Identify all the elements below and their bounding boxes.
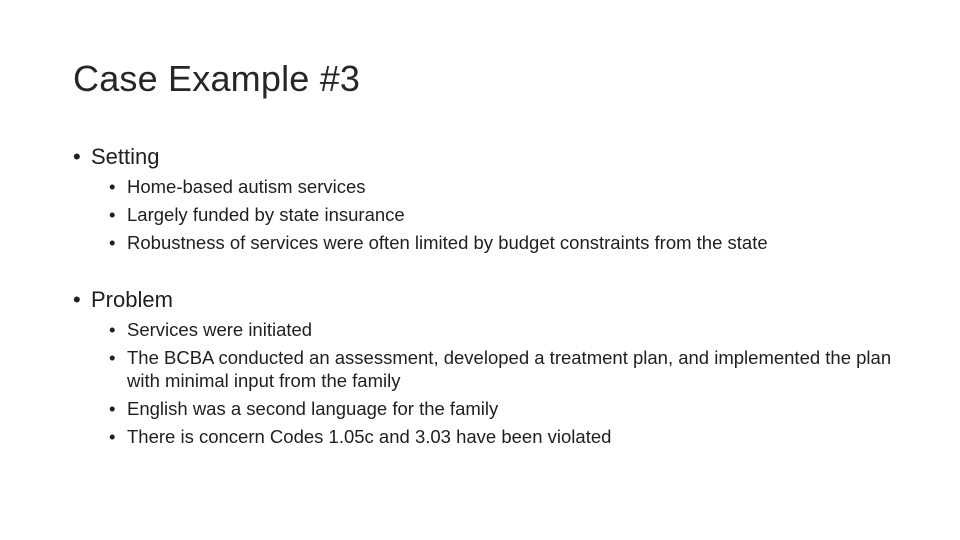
- list-item-text: Home-based autism services: [127, 176, 366, 197]
- slide-title: Case Example #3: [73, 58, 361, 99]
- section-heading-text: Setting: [91, 144, 160, 169]
- list-item-text: Services were initiated: [127, 319, 313, 340]
- bullet-icon: •: [109, 204, 116, 225]
- bullet-icon: •: [109, 319, 116, 340]
- bullet-icon: •: [109, 426, 116, 447]
- list-item: [109, 425, 893, 448]
- bullet-icon: •: [109, 176, 116, 197]
- section-spacer: [73, 259, 893, 285]
- section-problem-heading: [73, 285, 893, 315]
- list-item: [109, 397, 893, 420]
- bullet-icon: •: [73, 287, 81, 312]
- list-item: [109, 346, 893, 392]
- bullet-icon: •: [73, 144, 81, 169]
- list-item: [109, 175, 893, 198]
- list-item-text: Robustness of services were often limited by budget constraints from the state: [127, 232, 768, 253]
- list-item: [109, 203, 893, 226]
- list-item-text: English was a second language for the family: [127, 398, 499, 419]
- bullet-icon: •: [109, 347, 116, 368]
- list-item-text: The BCBA conducted an assessment, developed a treatment plan, and implemented the plan with minimal input from the family: [127, 347, 892, 391]
- bullet-icon: •: [109, 398, 116, 419]
- list-item-text: Largely funded by state insurance: [127, 204, 405, 225]
- setting-list: [109, 175, 893, 254]
- list-item: [109, 231, 893, 254]
- bullet-icon: •: [109, 232, 116, 253]
- slide-content: [73, 142, 893, 453]
- list-item-text: There is concern Codes 1.05c and 3.03 have been violated: [127, 426, 612, 447]
- problem-list: [109, 318, 893, 448]
- section-heading-text: Problem: [91, 287, 173, 312]
- section-setting-heading: [73, 142, 893, 172]
- list-item: [109, 318, 893, 341]
